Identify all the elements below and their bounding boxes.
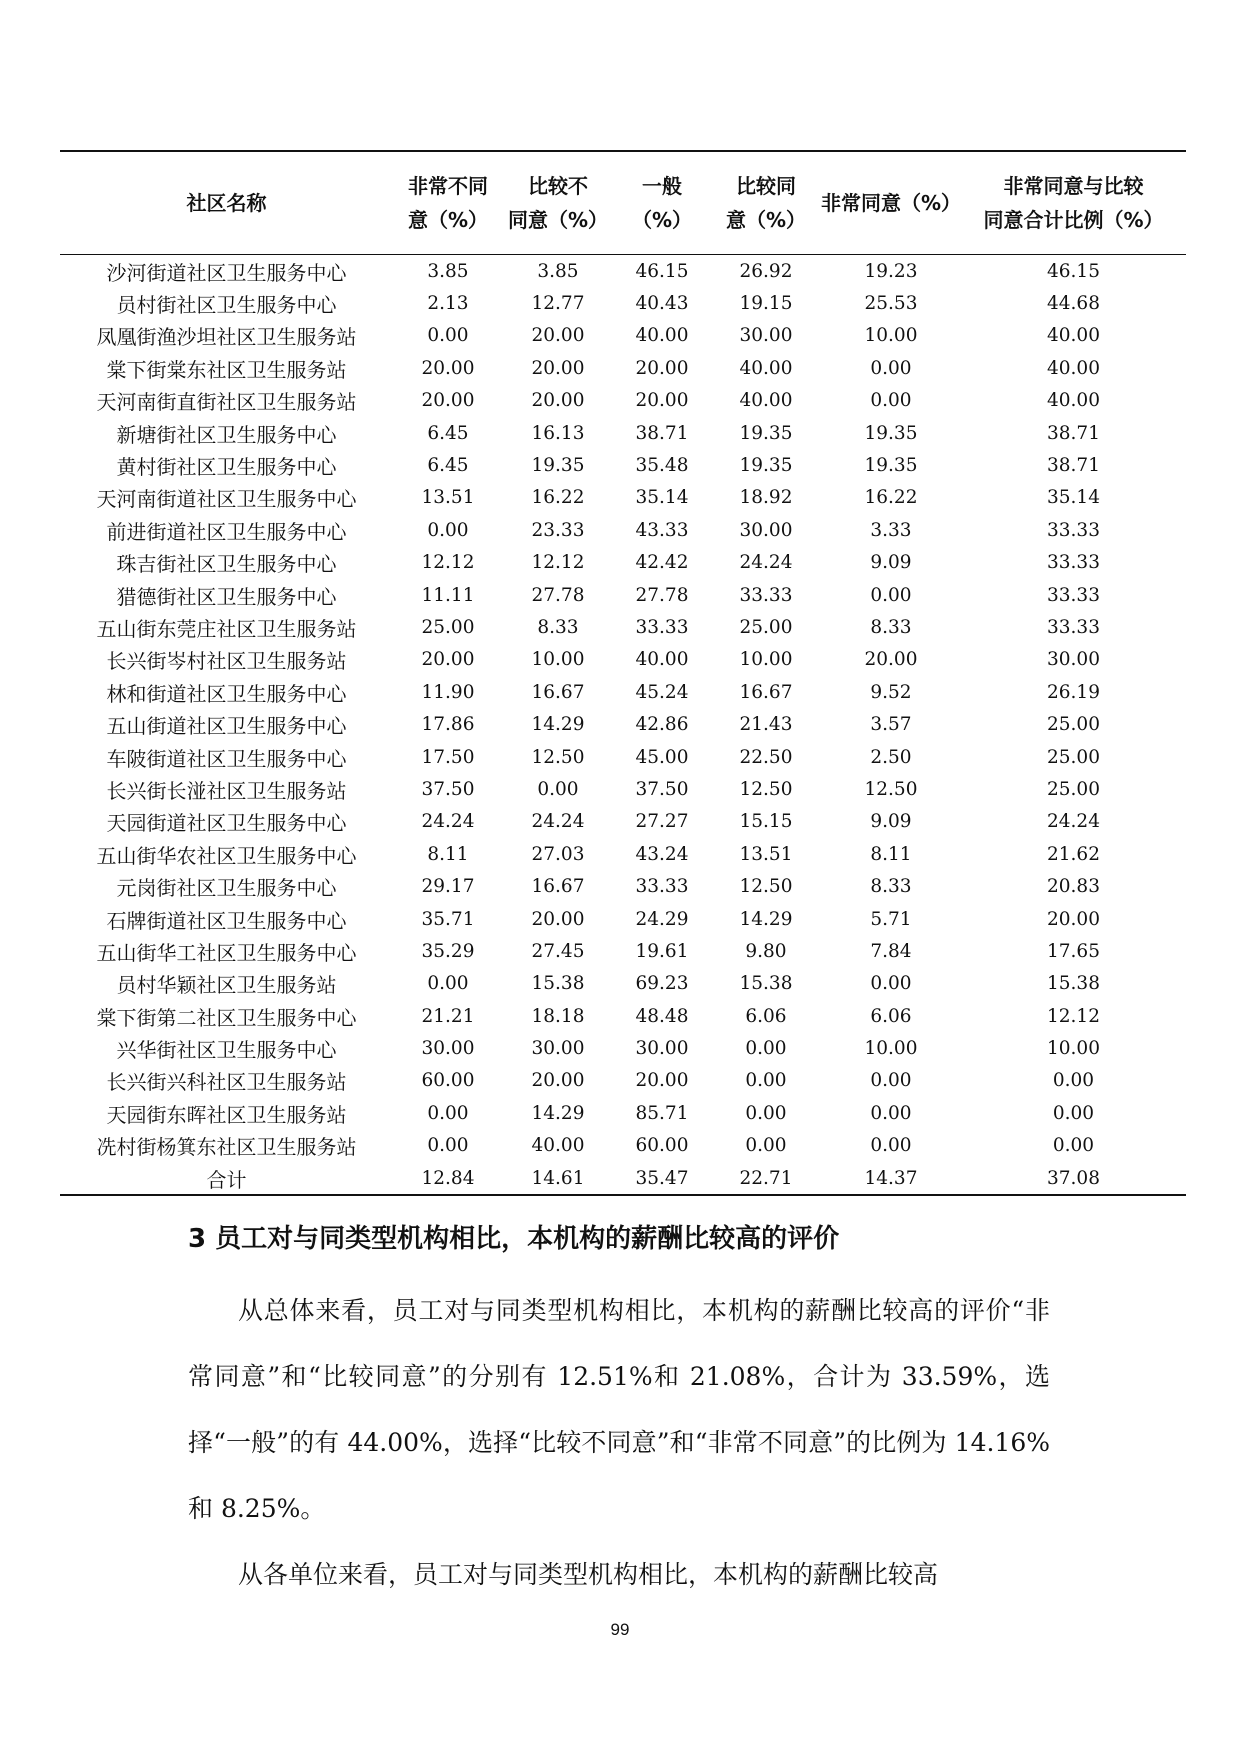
table-row — [60, 449, 1186, 481]
percentage-cell: 40.00 — [1047, 357, 1100, 379]
percentage-cell: 0.00 — [1052, 1135, 1095, 1157]
percentage-cell: 10.00 — [864, 325, 918, 347]
percentage-cell: 9.80 — [745, 940, 787, 962]
percentage-cell: 6.06 — [870, 1005, 912, 1027]
percentage-cell: 14.29 — [531, 714, 585, 736]
table-row — [60, 1097, 1186, 1129]
percentage-cell: 25.53 — [864, 293, 918, 315]
table-row — [60, 1065, 1186, 1097]
percentage-cell: 25.00 — [421, 616, 475, 638]
page-number: 99 — [610, 1620, 630, 1639]
table-row — [60, 320, 1186, 352]
percentage-cell: 38.71 — [1047, 455, 1100, 477]
percentage-cell: 10.00 — [739, 649, 793, 671]
percentage-cell: 33.33 — [739, 584, 793, 606]
table-row — [60, 352, 1186, 384]
column-header: 比较不 同意（%） — [507, 174, 609, 232]
survey-table-container — [60, 150, 1186, 1196]
percentage-cell: 8.11 — [427, 843, 469, 865]
table-row — [60, 870, 1186, 902]
percentage-cell: 27.03 — [531, 843, 585, 865]
percentage-cell: 8.11 — [870, 843, 912, 865]
percentage-cell: 33.33 — [635, 876, 689, 898]
community-name-cell: 猎德街社区卫生服务中心 — [116, 584, 337, 609]
percentage-cell: 12.50 — [739, 778, 793, 800]
community-name-cell: 天园街道社区卫生服务中心 — [106, 811, 347, 836]
community-name-cell: 兴华街社区卫生服务中心 — [116, 1038, 337, 1063]
percentage-cell: 8.33 — [537, 616, 579, 638]
percentage-cell: 45.24 — [635, 681, 689, 703]
percentage-cell: 3.33 — [870, 519, 912, 541]
percentage-cell: 43.33 — [635, 519, 689, 541]
percentage-cell: 20.00 — [421, 357, 475, 379]
percentage-cell: 11.90 — [421, 681, 475, 703]
percentage-cell: 13.51 — [421, 487, 475, 509]
percentage-cell: 0.00 — [1052, 1102, 1095, 1124]
percentage-cell: 0.00 — [870, 584, 912, 606]
percentage-cell: 19.23 — [864, 260, 918, 282]
community-name-cell: 元岗街社区卫生服务中心 — [116, 876, 337, 901]
table-row — [60, 903, 1186, 935]
percentage-cell: 6.06 — [745, 1005, 787, 1027]
percentage-cell: 20.00 — [635, 1070, 689, 1092]
percentage-cell: 40.00 — [531, 1135, 585, 1157]
percentage-cell: 60.00 — [421, 1070, 475, 1092]
percentage-cell: 24.24 — [1047, 811, 1100, 833]
percentage-cell: 0.00 — [427, 1102, 469, 1124]
percentage-cell: 3.85 — [537, 260, 579, 282]
column-header: 社区名称 — [186, 191, 267, 215]
percentage-cell: 27.27 — [635, 811, 689, 833]
column-header: 比较同 意（%） — [725, 174, 807, 232]
percentage-cell: 9.52 — [870, 681, 912, 703]
percentage-cell: 0.00 — [870, 1135, 912, 1157]
percentage-cell: 21.43 — [739, 714, 793, 736]
table-row — [60, 838, 1186, 870]
percentage-cell: 0.00 — [427, 519, 469, 541]
percentage-cell: 0.00 — [537, 778, 579, 800]
percentage-cell: 12.50 — [739, 876, 793, 898]
percentage-cell: 14.29 — [531, 1102, 585, 1124]
percentage-cell: 33.33 — [1047, 584, 1100, 606]
table-row — [60, 579, 1186, 611]
percentage-cell: 12.77 — [531, 293, 585, 315]
community-name-cell: 员村华颖社区卫生服务站 — [116, 973, 337, 998]
percentage-cell: 33.33 — [1047, 552, 1100, 574]
percentage-cell: 12.50 — [531, 746, 585, 768]
percentage-cell: 29.17 — [421, 876, 475, 898]
percentage-cell: 35.71 — [421, 908, 475, 930]
percentage-cell: 13.51 — [739, 843, 793, 865]
percentage-cell: 0.00 — [870, 390, 912, 412]
percentage-cell: 24.29 — [635, 908, 689, 930]
community-name-cell: 冼村街杨箕东社区卫生服务站 — [96, 1135, 357, 1160]
table-row — [60, 417, 1186, 449]
table-row — [60, 1130, 1186, 1162]
percentage-cell: 12.84 — [421, 1167, 475, 1189]
percentage-cell: 20.00 — [1047, 908, 1100, 930]
percentage-cell: 22.50 — [739, 746, 793, 768]
table-row — [60, 255, 1186, 288]
table-row — [60, 644, 1186, 676]
percentage-cell: 33.33 — [635, 616, 689, 638]
percentage-cell: 0.00 — [870, 357, 912, 379]
percentage-cell: 37.50 — [421, 778, 475, 800]
percentage-cell: 19.35 — [864, 422, 918, 444]
percentage-cell: 30.00 — [739, 519, 793, 541]
community-name-cell: 五山街东莞庄社区卫生服务站 — [96, 616, 357, 641]
percentage-cell: 16.22 — [864, 487, 918, 509]
percentage-cell: 19.15 — [739, 293, 793, 315]
percentage-cell: 19.35 — [864, 455, 918, 477]
table-row — [60, 514, 1186, 546]
percentage-cell: 6.45 — [427, 455, 469, 477]
table-row — [60, 287, 1186, 319]
percentage-cell: 0.00 — [427, 325, 469, 347]
percentage-cell: 0.00 — [745, 1070, 787, 1092]
community-name-cell: 天河南街道社区卫生服务中心 — [96, 487, 357, 512]
percentage-cell: 0.00 — [745, 1135, 787, 1157]
percentage-cell: 0.00 — [427, 973, 469, 995]
percentage-cell: 0.00 — [745, 1038, 787, 1060]
percentage-cell: 10.00 — [864, 1038, 918, 1060]
percentage-cell: 38.71 — [1047, 422, 1100, 444]
percentage-cell: 17.50 — [421, 746, 475, 768]
percentage-cell: 16.67 — [531, 876, 585, 898]
percentage-cell: 0.00 — [745, 1102, 787, 1124]
percentage-cell: 43.24 — [635, 843, 689, 865]
percentage-cell: 20.00 — [421, 649, 475, 671]
percentage-cell: 24.24 — [739, 552, 793, 574]
percentage-cell: 19.35 — [739, 422, 793, 444]
table-row — [60, 611, 1186, 643]
percentage-cell: 25.00 — [1047, 714, 1100, 736]
percentage-cell: 40.00 — [739, 390, 793, 412]
survey-results-table — [60, 150, 1186, 1196]
percentage-cell: 20.00 — [635, 357, 689, 379]
column-header: 非常同意（%） — [821, 191, 962, 215]
percentage-cell: 12.12 — [421, 552, 475, 574]
percentage-cell: 20.83 — [1047, 876, 1100, 898]
percentage-cell: 19.35 — [531, 455, 585, 477]
percentage-cell: 7.84 — [870, 940, 912, 962]
percentage-cell: 14.61 — [531, 1167, 585, 1189]
percentage-cell: 37.50 — [635, 778, 689, 800]
percentage-cell: 0.00 — [870, 973, 912, 995]
community-name-cell: 长兴街兴科社区卫生服务站 — [106, 1070, 347, 1095]
percentage-cell: 14.37 — [864, 1167, 918, 1189]
percentage-cell: 22.71 — [739, 1167, 793, 1189]
percentage-cell: 27.78 — [531, 584, 585, 606]
percentage-cell: 25.00 — [1047, 778, 1100, 800]
percentage-cell: 6.45 — [427, 422, 469, 444]
percentage-cell: 33.33 — [1047, 519, 1100, 541]
percentage-cell: 17.65 — [1047, 940, 1100, 962]
percentage-cell: 40.00 — [1047, 390, 1100, 412]
community-name-cell: 棠下街第二社区卫生服务中心 — [96, 1005, 357, 1030]
percentage-cell: 42.86 — [635, 714, 689, 736]
percentage-cell: 38.71 — [635, 422, 689, 444]
community-name-cell: 员村街社区卫生服务中心 — [116, 293, 337, 318]
column-header: 非常不同 意（%） — [407, 174, 489, 232]
percentage-cell: 14.29 — [739, 908, 793, 930]
community-name-cell: 长兴街岑村社区卫生服务站 — [106, 649, 347, 674]
community-name-cell: 长兴街长湴社区卫生服务站 — [106, 778, 347, 803]
table-row — [60, 741, 1186, 773]
percentage-cell: 9.09 — [870, 552, 912, 574]
table-row — [60, 482, 1186, 514]
community-name-cell: 五山街华工社区卫生服务中心 — [96, 940, 357, 965]
community-name-cell: 天河南街直街社区卫生服务站 — [96, 390, 357, 415]
body-paragraph: 从总体来看，员工对与同类型机构相比，本机构的薪酬比较高的评价“非常同意”和“比较同意”的分别有 12.51%和 21.08%，合计为 33.59%，选择“一般”的有 44.00%，选择“比较不同意”和“非常不同意”的比例为 14.16%和 8.25%。 — [188, 1296, 1050, 1523]
community-name-cell: 五山街华农社区卫生服务中心 — [96, 843, 357, 868]
percentage-cell: 44.68 — [1047, 293, 1100, 315]
percentage-cell: 15.38 — [1047, 973, 1100, 995]
community-name-cell: 凤凰街渔沙坦社区卫生服务站 — [96, 325, 357, 350]
community-name-cell: 车陂街道社区卫生服务中心 — [106, 746, 347, 771]
percentage-cell: 19.35 — [739, 455, 793, 477]
percentage-cell: 8.33 — [870, 876, 912, 898]
percentage-cell: 12.50 — [864, 778, 918, 800]
percentage-cell: 60.00 — [635, 1135, 689, 1157]
percentage-cell: 48.48 — [635, 1005, 689, 1027]
percentage-cell: 20.00 — [635, 390, 689, 412]
percentage-cell: 24.24 — [421, 811, 475, 833]
percentage-cell: 35.29 — [421, 940, 475, 962]
percentage-cell: 18.92 — [739, 487, 793, 509]
percentage-cell: 19.61 — [635, 940, 689, 962]
table-row — [60, 1000, 1186, 1032]
percentage-cell: 15.38 — [531, 973, 585, 995]
percentage-cell: 46.15 — [1047, 260, 1100, 282]
percentage-cell: 3.85 — [427, 260, 469, 282]
percentage-cell: 15.15 — [739, 811, 793, 833]
table-row — [60, 1032, 1186, 1064]
table-row — [60, 547, 1186, 579]
percentage-cell: 20.00 — [531, 357, 585, 379]
percentage-cell: 27.45 — [531, 940, 585, 962]
percentage-cell: 18.18 — [531, 1005, 585, 1027]
percentage-cell: 15.38 — [739, 973, 793, 995]
percentage-cell: 8.33 — [870, 616, 912, 638]
percentage-cell: 20.00 — [531, 1070, 585, 1092]
table-row — [60, 676, 1186, 708]
community-name-cell: 石牌街道社区卫生服务中心 — [106, 908, 347, 933]
community-name-cell: 珠吉街社区卫生服务中心 — [116, 552, 337, 577]
column-header: 一般 （%） — [631, 174, 693, 232]
community-name-cell: 天园街东晖社区卫生服务站 — [106, 1102, 347, 1127]
percentage-cell: 24.24 — [531, 811, 585, 833]
table-row — [60, 806, 1186, 838]
percentage-cell: 20.00 — [531, 325, 585, 347]
percentage-cell: 0.00 — [870, 1070, 912, 1092]
percentage-cell: 33.33 — [1047, 616, 1100, 638]
percentage-cell: 16.22 — [531, 487, 585, 509]
percentage-cell: 46.15 — [635, 260, 689, 282]
community-name-cell: 前进街道社区卫生服务中心 — [106, 519, 347, 544]
percentage-cell: 30.00 — [421, 1038, 475, 1060]
percentage-cell: 11.11 — [421, 584, 475, 606]
percentage-cell: 30.00 — [739, 325, 793, 347]
percentage-cell: 40.00 — [635, 325, 689, 347]
percentage-cell: 20.00 — [864, 649, 918, 671]
percentage-cell: 35.14 — [635, 487, 689, 509]
percentage-cell: 2.50 — [870, 746, 912, 768]
percentage-cell: 23.33 — [531, 519, 585, 541]
percentage-cell: 12.12 — [531, 552, 585, 574]
table-row — [60, 968, 1186, 1000]
percentage-cell: 16.13 — [531, 422, 585, 444]
table-row — [60, 773, 1186, 805]
percentage-cell: 20.00 — [421, 390, 475, 412]
percentage-cell: 42.42 — [635, 552, 689, 574]
percentage-cell: 20.00 — [531, 390, 585, 412]
percentage-cell: 5.71 — [870, 908, 912, 930]
percentage-cell: 40.00 — [1047, 325, 1100, 347]
percentage-cell: 25.00 — [1047, 746, 1100, 768]
community-name-cell: 林和街道社区卫生服务中心 — [106, 681, 347, 706]
percentage-cell: 20.00 — [531, 908, 585, 930]
community-name-cell: 五山街道社区卫生服务中心 — [106, 714, 347, 739]
table-row — [60, 708, 1186, 740]
percentage-cell: 16.67 — [739, 681, 793, 703]
community-name-cell: 合计 — [206, 1167, 247, 1192]
column-header: 非常同意与比较 同意合计比例（%） — [983, 174, 1164, 232]
section-heading: 3 员工对与同类型机构相比，本机构的薪酬比较高的评价 — [188, 1224, 840, 1254]
percentage-cell: 35.48 — [635, 455, 689, 477]
percentage-cell: 35.47 — [635, 1167, 689, 1189]
percentage-cell: 27.78 — [635, 584, 689, 606]
table-header-row — [60, 151, 1186, 255]
percentage-cell: 2.13 — [427, 293, 469, 315]
percentage-cell: 30.00 — [635, 1038, 689, 1060]
percentage-cell: 35.14 — [1047, 487, 1100, 509]
percentage-cell: 21.62 — [1047, 843, 1100, 865]
percentage-cell: 40.00 — [635, 649, 689, 671]
percentage-cell: 12.12 — [1047, 1005, 1100, 1027]
percentage-cell: 40.00 — [739, 357, 793, 379]
percentage-cell: 3.57 — [870, 714, 912, 736]
percentage-cell: 17.86 — [421, 714, 475, 736]
community-name-cell: 新塘街社区卫生服务中心 — [116, 422, 337, 447]
percentage-cell: 85.71 — [635, 1102, 689, 1124]
percentage-cell: 10.00 — [531, 649, 585, 671]
percentage-cell: 69.23 — [635, 973, 689, 995]
percentage-cell: 0.00 — [870, 1102, 912, 1124]
percentage-cell: 0.00 — [427, 1135, 469, 1157]
body-paragraph: 从各单位来看，员工对与同类型机构相比，本机构的薪酬比较高 — [238, 1560, 939, 1589]
percentage-cell: 25.00 — [739, 616, 793, 638]
percentage-cell: 30.00 — [1047, 649, 1100, 671]
table-body — [60, 255, 1186, 1196]
percentage-cell: 45.00 — [635, 746, 689, 768]
table-row — [60, 1162, 1186, 1195]
percentage-cell: 30.00 — [531, 1038, 585, 1060]
percentage-cell: 26.19 — [1047, 681, 1100, 703]
percentage-cell: 37.08 — [1047, 1167, 1100, 1189]
community-name-cell: 黄村街社区卫生服务中心 — [116, 455, 337, 480]
percentage-cell: 0.00 — [1052, 1070, 1095, 1092]
percentage-cell: 40.43 — [635, 293, 689, 315]
percentage-cell: 16.67 — [531, 681, 585, 703]
percentage-cell: 26.92 — [739, 260, 793, 282]
community-name-cell: 棠下街棠东社区卫生服务站 — [106, 357, 347, 382]
table-row — [60, 935, 1186, 967]
community-name-cell: 沙河街道社区卫生服务中心 — [106, 260, 347, 285]
percentage-cell: 10.00 — [1047, 1038, 1100, 1060]
percentage-cell: 21.21 — [421, 1005, 475, 1027]
table-row — [60, 385, 1186, 417]
percentage-cell: 9.09 — [870, 811, 912, 833]
